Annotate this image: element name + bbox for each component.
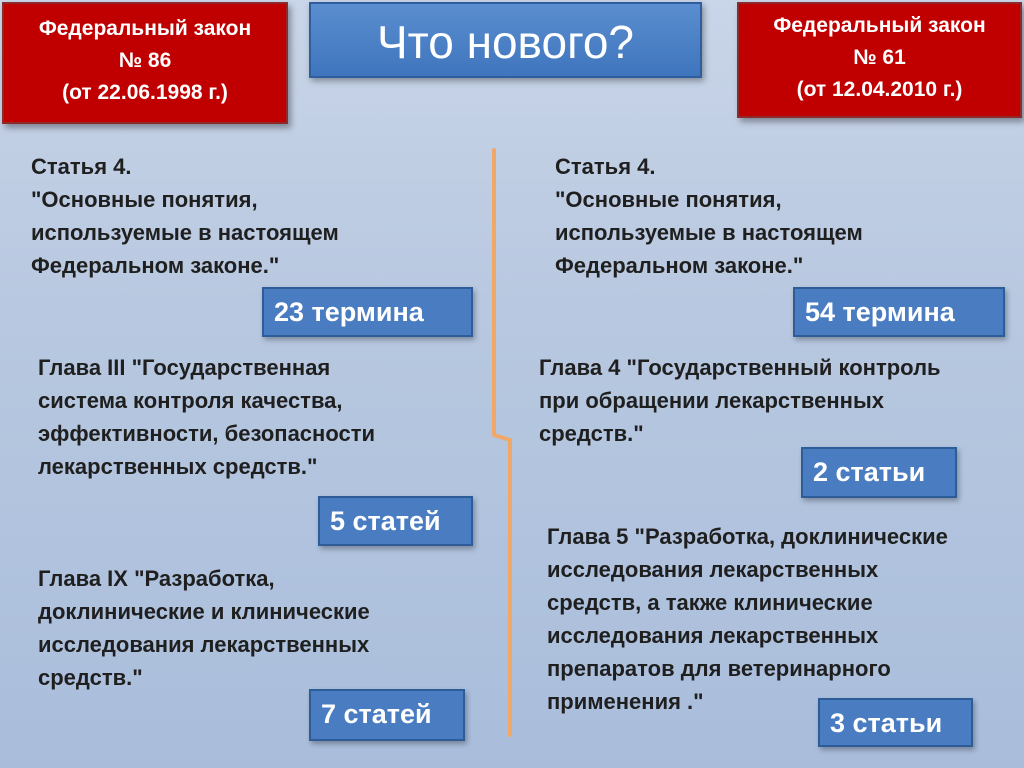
text-line: Глава 4 "Государственный контроль bbox=[539, 355, 941, 380]
right-chapter-4 bbox=[539, 351, 941, 450]
right-law-box bbox=[737, 2, 1022, 118]
text-line: исследования лекарственных bbox=[547, 623, 879, 648]
text-line: используемые в настоящем bbox=[31, 220, 339, 245]
left-chapter-9 bbox=[38, 562, 370, 694]
text-line: "Основные понятия, bbox=[31, 187, 258, 212]
text-line: при обращении лекарственных bbox=[539, 388, 884, 413]
text-line: исследования лекарственных bbox=[547, 557, 879, 582]
text-line: средств." bbox=[38, 665, 143, 690]
text-line: Глава IX "Разработка, bbox=[38, 566, 275, 591]
left-terms-count: 23 термина bbox=[262, 287, 473, 337]
right-chapter-4-count: 2 статьи bbox=[801, 447, 957, 498]
text-line: лекарственных средств." bbox=[38, 454, 318, 479]
right-terms-count: 54 термина bbox=[793, 287, 1005, 337]
right-law-name: Федеральный закон bbox=[773, 14, 986, 37]
left-law-name: Федеральный закон bbox=[38, 17, 252, 40]
left-law-number: № 86 bbox=[118, 49, 172, 72]
text-line: Глава 5 "Разработка, доклинические bbox=[547, 524, 948, 549]
text-line: используемые в настоящем bbox=[555, 220, 863, 245]
slide-title: Что нового? bbox=[309, 2, 702, 78]
divider-brace bbox=[480, 145, 530, 745]
text-line: Статья 4. bbox=[555, 154, 656, 179]
text-line: применения ." bbox=[547, 689, 704, 714]
text-line: "Основные понятия, bbox=[555, 187, 782, 212]
left-chapter-3-count: 5 статей bbox=[318, 496, 473, 546]
text-line: Федеральном законе." bbox=[31, 253, 280, 278]
text-line: Глава III "Государственная bbox=[38, 355, 331, 380]
text-line: Статья 4. bbox=[31, 154, 132, 179]
left-chapter-3 bbox=[38, 351, 375, 483]
text-line: эффективности, безопасности bbox=[38, 421, 376, 446]
right-chapter-5-count: 3 статьи bbox=[818, 698, 973, 747]
left-chapter-9-count: 7 статей bbox=[309, 689, 465, 741]
right-article-4 bbox=[555, 150, 863, 282]
text-line: средств, а также клинические bbox=[547, 590, 873, 615]
right-chapter-5 bbox=[547, 520, 948, 718]
left-law-box bbox=[2, 2, 288, 124]
right-law-date: (от 12.04.2010 г.) bbox=[796, 78, 963, 101]
left-article-4 bbox=[31, 150, 339, 282]
text-line: Федеральном законе." bbox=[555, 253, 804, 278]
right-law-number: № 61 bbox=[853, 46, 906, 69]
text-line: средств." bbox=[539, 421, 644, 446]
text-line: исследования лекарственных bbox=[38, 632, 370, 657]
left-law-date: (от 22.06.1998 г.) bbox=[62, 81, 228, 104]
text-line: препаратов для ветеринарного bbox=[547, 656, 891, 681]
text-line: система контроля качества, bbox=[38, 388, 343, 413]
text-line: доклинические и клинические bbox=[38, 599, 370, 624]
